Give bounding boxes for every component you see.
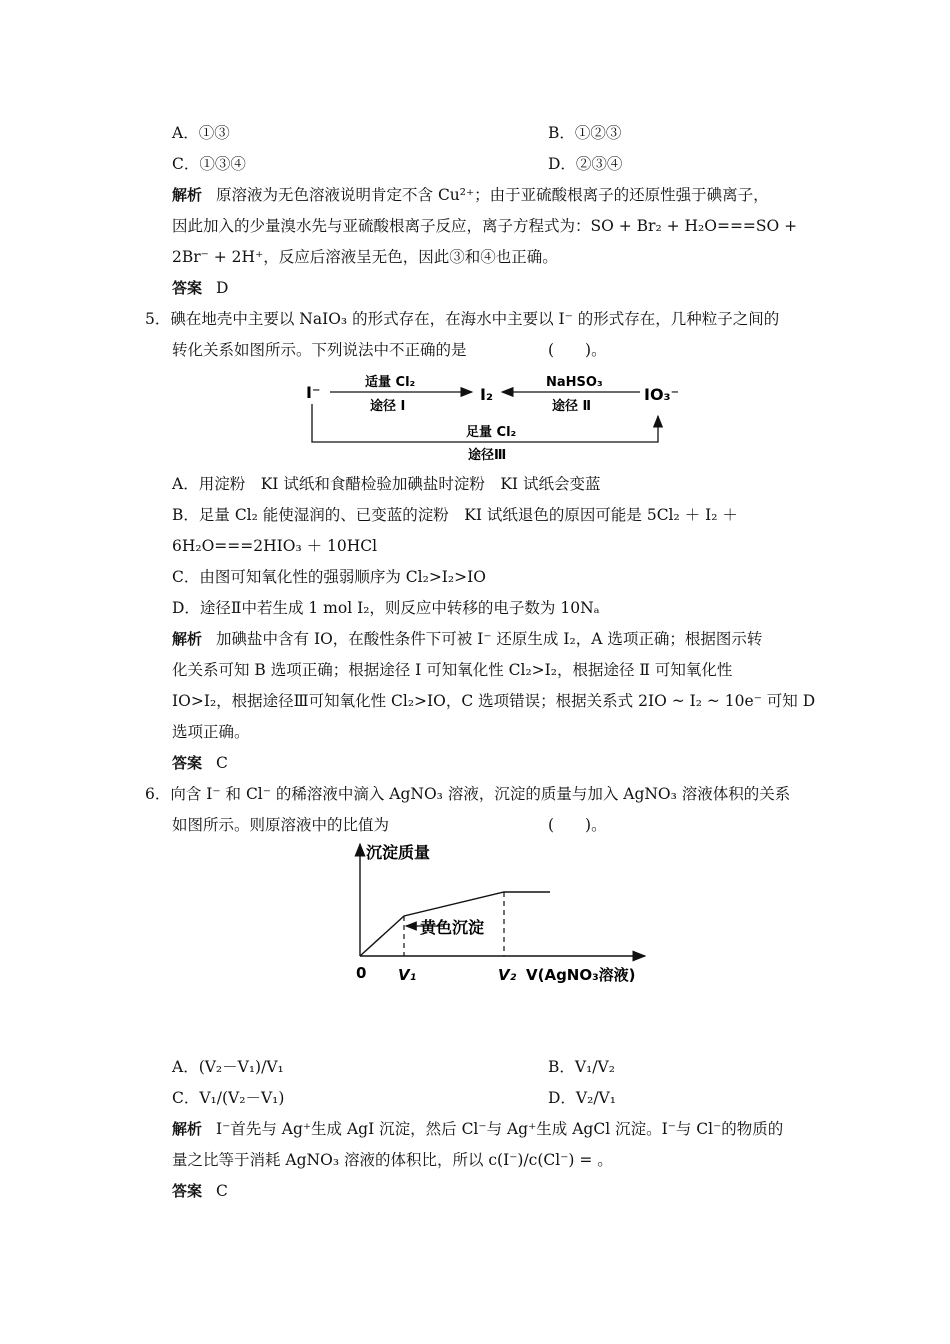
diagram-iodide: I⁻	[306, 383, 321, 402]
diagram-iodate: IO₃⁻	[644, 385, 680, 404]
q5-analysis-line-3: IO>I₂，根据途径Ⅲ可知氧化性 Cl₂>IO，C 选项错误；根据关系式 2IO ~ I₂ ~ 10e⁻ 可知 D	[172, 692, 816, 710]
tick-label-v2: V₂	[498, 966, 517, 984]
x-axis-label: V(AgNO₃溶液)	[526, 966, 636, 984]
origin-label: 0	[356, 964, 367, 982]
q5-option-c: C．由图可知氧化性的强弱顺序为 Cl₂>I₂>IO	[172, 568, 486, 586]
q5-option-a: A．用淀粉 KI 试纸和食醋检验加碘盐时淀粉 KI 试纸会变蓝	[172, 475, 601, 493]
q6-option-b: B．V₁/V₂	[548, 1058, 615, 1076]
q4-option-c: C．①③④	[172, 155, 246, 173]
q5-option-d: D．途径Ⅱ中若生成 1 mol I₂，则反应中转移的电子数为 10Nₐ	[172, 599, 600, 617]
q5-stem-line-1: 5．碘在地壳中主要以 NaIO₃ 的形式存在，在海水中主要以 I⁻ 的形式存在，几种粒子之间的	[145, 310, 780, 328]
q6-option-a: A．(V₂－V₁)/V₁	[172, 1058, 284, 1076]
q5-answer-paren: ( )。	[548, 341, 607, 359]
path1-reagent: 适量 Cl₂	[365, 375, 416, 390]
annotation-yellow-precipitate: 黄色沉淀	[420, 918, 485, 937]
analysis-label: 解析	[172, 186, 203, 204]
q5-stem-line-2: 转化关系如图所示。下列说法中不正确的是	[172, 341, 467, 359]
answer-label: 答案	[172, 279, 203, 297]
q4-analysis-line-2: 因此加入的少量溴水先与亚硫酸根离子反应，离子方程式为：SO + Br₂ + H₂O===SO +	[172, 217, 798, 235]
q6-option-c: C．V₁/(V₂－V₁)	[172, 1089, 285, 1107]
path2-label: 途径 Ⅱ	[552, 399, 592, 414]
q5-option-b-line-2: 6H₂O===2HIO₃ ＋ 10HCl	[172, 537, 378, 555]
q6-answer-paren: ( )。	[548, 816, 607, 834]
q6-option-d: D．V₂/V₁	[548, 1089, 616, 1107]
q5-conversion-diagram	[300, 370, 680, 465]
tick-label-v1: V₁	[398, 966, 417, 984]
q5-analysis-line-2: 化关系可知 B 选项正确；根据途径 I 可知氧化性 Cl₂>I₂，根据途径 Ⅱ 可知氧化性	[172, 661, 733, 679]
q4-option-b: B．①②③	[548, 124, 622, 142]
path3-label: 途径Ⅲ	[468, 448, 507, 463]
q6-stem-line-1: 6．向含 I⁻ 和 Cl⁻ 的稀溶液中滴入 AgNO₃ 溶液，沉淀的质量与加入 AgNO₃ 溶液体积的关系	[145, 785, 791, 803]
q6-stem-line-2: 如图所示。则原溶液中的比值为	[172, 816, 390, 834]
q6-analysis-line-1: 解析 I⁻首先与 Ag⁺生成 AgI 沉淀，然后 Cl⁻与 Ag⁺生成 AgCl 沉淀。I⁻与 Cl⁻的物质的	[172, 1120, 784, 1138]
q5-answer: 答案 C	[172, 754, 228, 772]
q6-analysis-line-2: 量之比等于消耗 AgNO₃ 溶液的体积比，所以 c(I⁻)/c(Cl⁻) = 。	[172, 1151, 613, 1169]
q4-analysis-line-3: 2Br⁻ + 2H⁺，反应后溶液呈无色，因此③和④也正确。	[172, 248, 558, 266]
q4-analysis-line-1: 解析 原溶液为无色溶液说明肯定不含 Cu²⁺；由于亚硫酸根离子的还原性强于碘离子，	[172, 186, 769, 204]
q5-analysis-line-4: 选项正确。	[172, 723, 250, 741]
answer-label: 答案	[172, 1182, 203, 1200]
analysis-label: 解析	[172, 1120, 203, 1138]
q4-option-d: D．②③④	[548, 155, 623, 173]
q5-option-b-line-1: B．足量 Cl₂ 能使湿润的、已变蓝的淀粉 KI 试纸退色的原因可能是 5Cl₂ ＋ I₂ ＋	[172, 506, 738, 524]
path1-label: 途径 Ⅰ	[370, 399, 406, 414]
q6-precipitate-chart	[340, 838, 660, 998]
q4-answer: 答案 D	[172, 279, 229, 297]
diagram-iodine: I₂	[480, 385, 493, 404]
y-axis-label: 沉淀质量	[366, 843, 431, 862]
q4-option-a: A．①③	[172, 124, 230, 142]
path3-reagent: 足量 Cl₂	[466, 425, 517, 440]
path2-reagent: NaHSO₃	[546, 375, 603, 390]
q5-analysis-line-1: 解析 加碘盐中含有 IO，在酸性条件下可被 I⁻ 还原生成 I₂，A 选项正确；根据图示转	[172, 630, 763, 648]
analysis-label: 解析	[172, 630, 203, 648]
q6-answer: 答案 C	[172, 1182, 228, 1200]
answer-label: 答案	[172, 754, 203, 772]
